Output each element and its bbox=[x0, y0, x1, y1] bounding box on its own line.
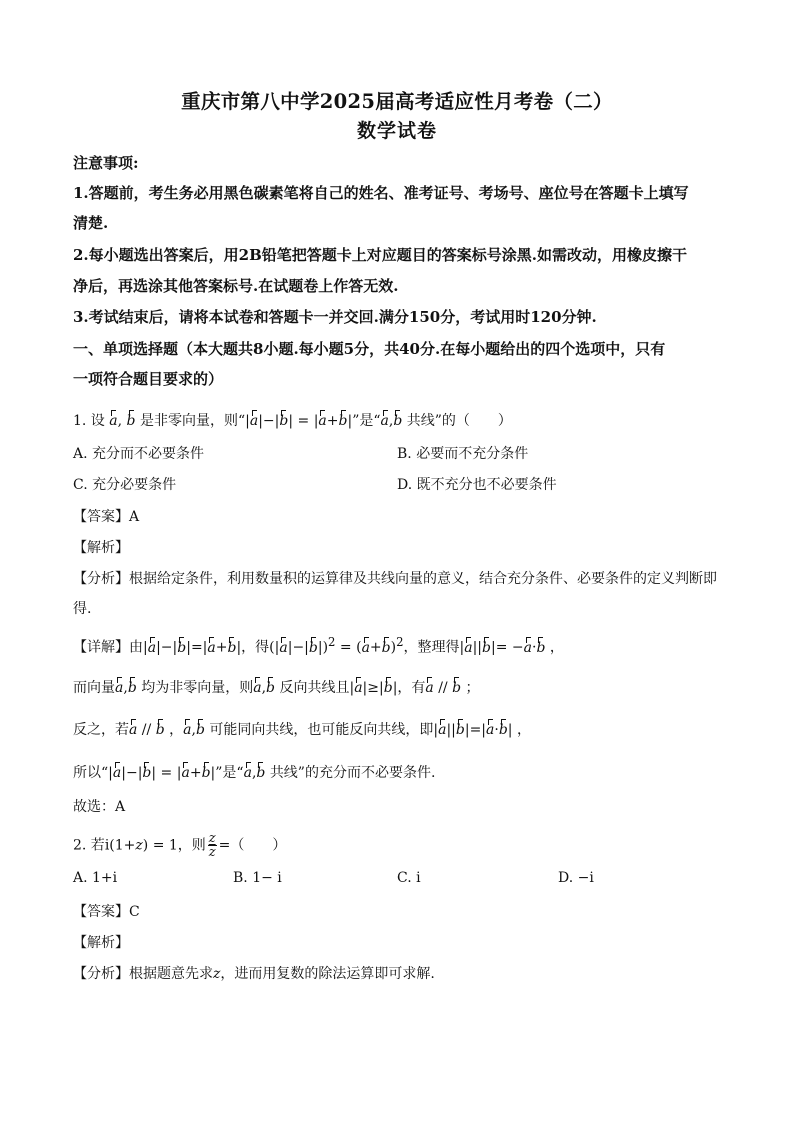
q1-l3-a: 反之，若 bbox=[73, 722, 129, 738]
q2-answer: 【答案】C bbox=[73, 904, 140, 920]
notice-item-1: 1.答题前，考生务必用黑色碳素笔将自己的姓名、准考证号、考场号、座位号在答题卡上填写 bbox=[73, 184, 689, 202]
q2-analysis-tag: 【解析】 bbox=[73, 935, 129, 951]
q1-detail-get: ，得 bbox=[241, 639, 270, 656]
q1-l2-b: 均为非零向量，则 bbox=[141, 680, 254, 696]
section-heading: 一、单项选择题（本大题共8小题.每小题5分，共40分.在每小题给出的四个选项中，只有 bbox=[73, 340, 666, 358]
q2-option-d: D. −i bbox=[558, 870, 594, 886]
q1-detail-3: 反之，若a // b ，a,b 可能同向共线，也可能反向共线，即|a||b|=|a·b| ， bbox=[73, 722, 531, 738]
q1-prefix: 1. 设 bbox=[73, 413, 105, 429]
notice-item-2-cont: 净后，再选涂其他答案标号.在试题卷上作答无效. bbox=[73, 277, 399, 295]
q1-fenxi-cont: 得. bbox=[73, 601, 92, 617]
q1-detail-4: 所以“|a|−|b| = |a+b|”是“a,b 共线”的充分而不必要条件. bbox=[73, 765, 436, 781]
notice-item-1-cont: 清楚. bbox=[73, 214, 109, 232]
q1-l4-a: 所以“ bbox=[73, 765, 109, 781]
q1-detail-2: 而向量a,b 均为非零向量，则a,b 反向共线且|a|≥|b|，有a // b ； bbox=[73, 680, 480, 696]
question-2: 2. 若i(1+z) = 1，则 $\frac{z}{z}$ =（ ） bbox=[73, 831, 287, 860]
q1-collinear: 共线”的（ ） bbox=[406, 413, 512, 429]
q1-option-a: A. 充分而不必要条件 bbox=[73, 446, 205, 462]
q1-mid: 是非零向量，则“ bbox=[139, 413, 246, 429]
q1-detail-tag: 【详解】由 bbox=[73, 639, 143, 656]
q1-l2-d: ，有 bbox=[397, 680, 426, 696]
q2-option-a: A. 1+i bbox=[73, 870, 118, 886]
q1-detail-simplify: ，整理得 bbox=[403, 639, 460, 656]
q1-detail-1: 【详解】由|a|−|b|=|a+b|，得$(|a|-|b|)^2 = (a+b)^2$，整理得|a||b|= −a·b ， bbox=[73, 635, 564, 656]
notice-heading: 注意事项: bbox=[73, 154, 139, 172]
q1-quote-close: ”是“ bbox=[352, 413, 381, 429]
notice-item-2: 2.每小题选出答案后，用2B铅笔把答题卡上对应题目的答案标号涂黑.如需改动，用橡皮擦干 bbox=[73, 246, 688, 264]
q2-prefix: 2. 若 bbox=[73, 837, 105, 854]
question-1: 1. 设 a, b 是非零向量，则“|a|−|b| = |a+b|”是“a,b 共线”的（ ） bbox=[73, 413, 512, 429]
q2-option-b: B. 1− i bbox=[233, 870, 282, 886]
q1-l3-b: 可能同向共线，也可能反向共线，即 bbox=[209, 722, 434, 738]
q2-fenxi-b: ，进而用复数的除法运算即可求解. bbox=[220, 966, 435, 982]
q1-l2-a: 而向量 bbox=[73, 680, 115, 696]
section-heading-cont: 一项符合题目要求的） bbox=[73, 370, 224, 388]
q2-mid: ，则 bbox=[177, 837, 206, 854]
q2-fenxi: 【分析】根据题意先求z，进而用复数的除法运算即可求解. bbox=[73, 966, 435, 982]
q2-option-c: C. i bbox=[397, 870, 421, 886]
q1-analysis-tag: 【解析】 bbox=[73, 540, 129, 556]
q1-conclusion: 故选：A bbox=[73, 799, 126, 815]
q1-l4-b: ”是“ bbox=[215, 765, 244, 781]
q1-option-b: B. 必要而不充分条件 bbox=[397, 446, 529, 462]
notice-item-3: 3.考试结束后，请将本试卷和答题卡一并交回.满分150分，考试用时120分钟. bbox=[73, 308, 597, 326]
exam-subtitle: 数学试卷 bbox=[356, 120, 437, 142]
q1-l2-c: 反向共线且 bbox=[279, 680, 350, 696]
q1-answer: 【答案】A bbox=[73, 509, 140, 525]
exam-title: 重庆市第八中学2025届高考适应性月考卷（二） bbox=[181, 90, 613, 113]
q2-fenxi-a: 【分析】根据题意先求 bbox=[73, 966, 213, 982]
q1-option-c: C. 充分必要条件 bbox=[73, 477, 177, 493]
q1-fenxi: 【分析】根据给定条件，利用数量积的运算律及共线向量的意义，结合充分条件、必要条件的定义判断即 bbox=[73, 571, 717, 587]
q2-suffix: （ ） bbox=[230, 837, 287, 854]
q1-option-d: D. 既不充分也不必要条件 bbox=[397, 477, 557, 493]
q1-l4-c: 共线”的充分而不必要条件. bbox=[269, 765, 436, 781]
